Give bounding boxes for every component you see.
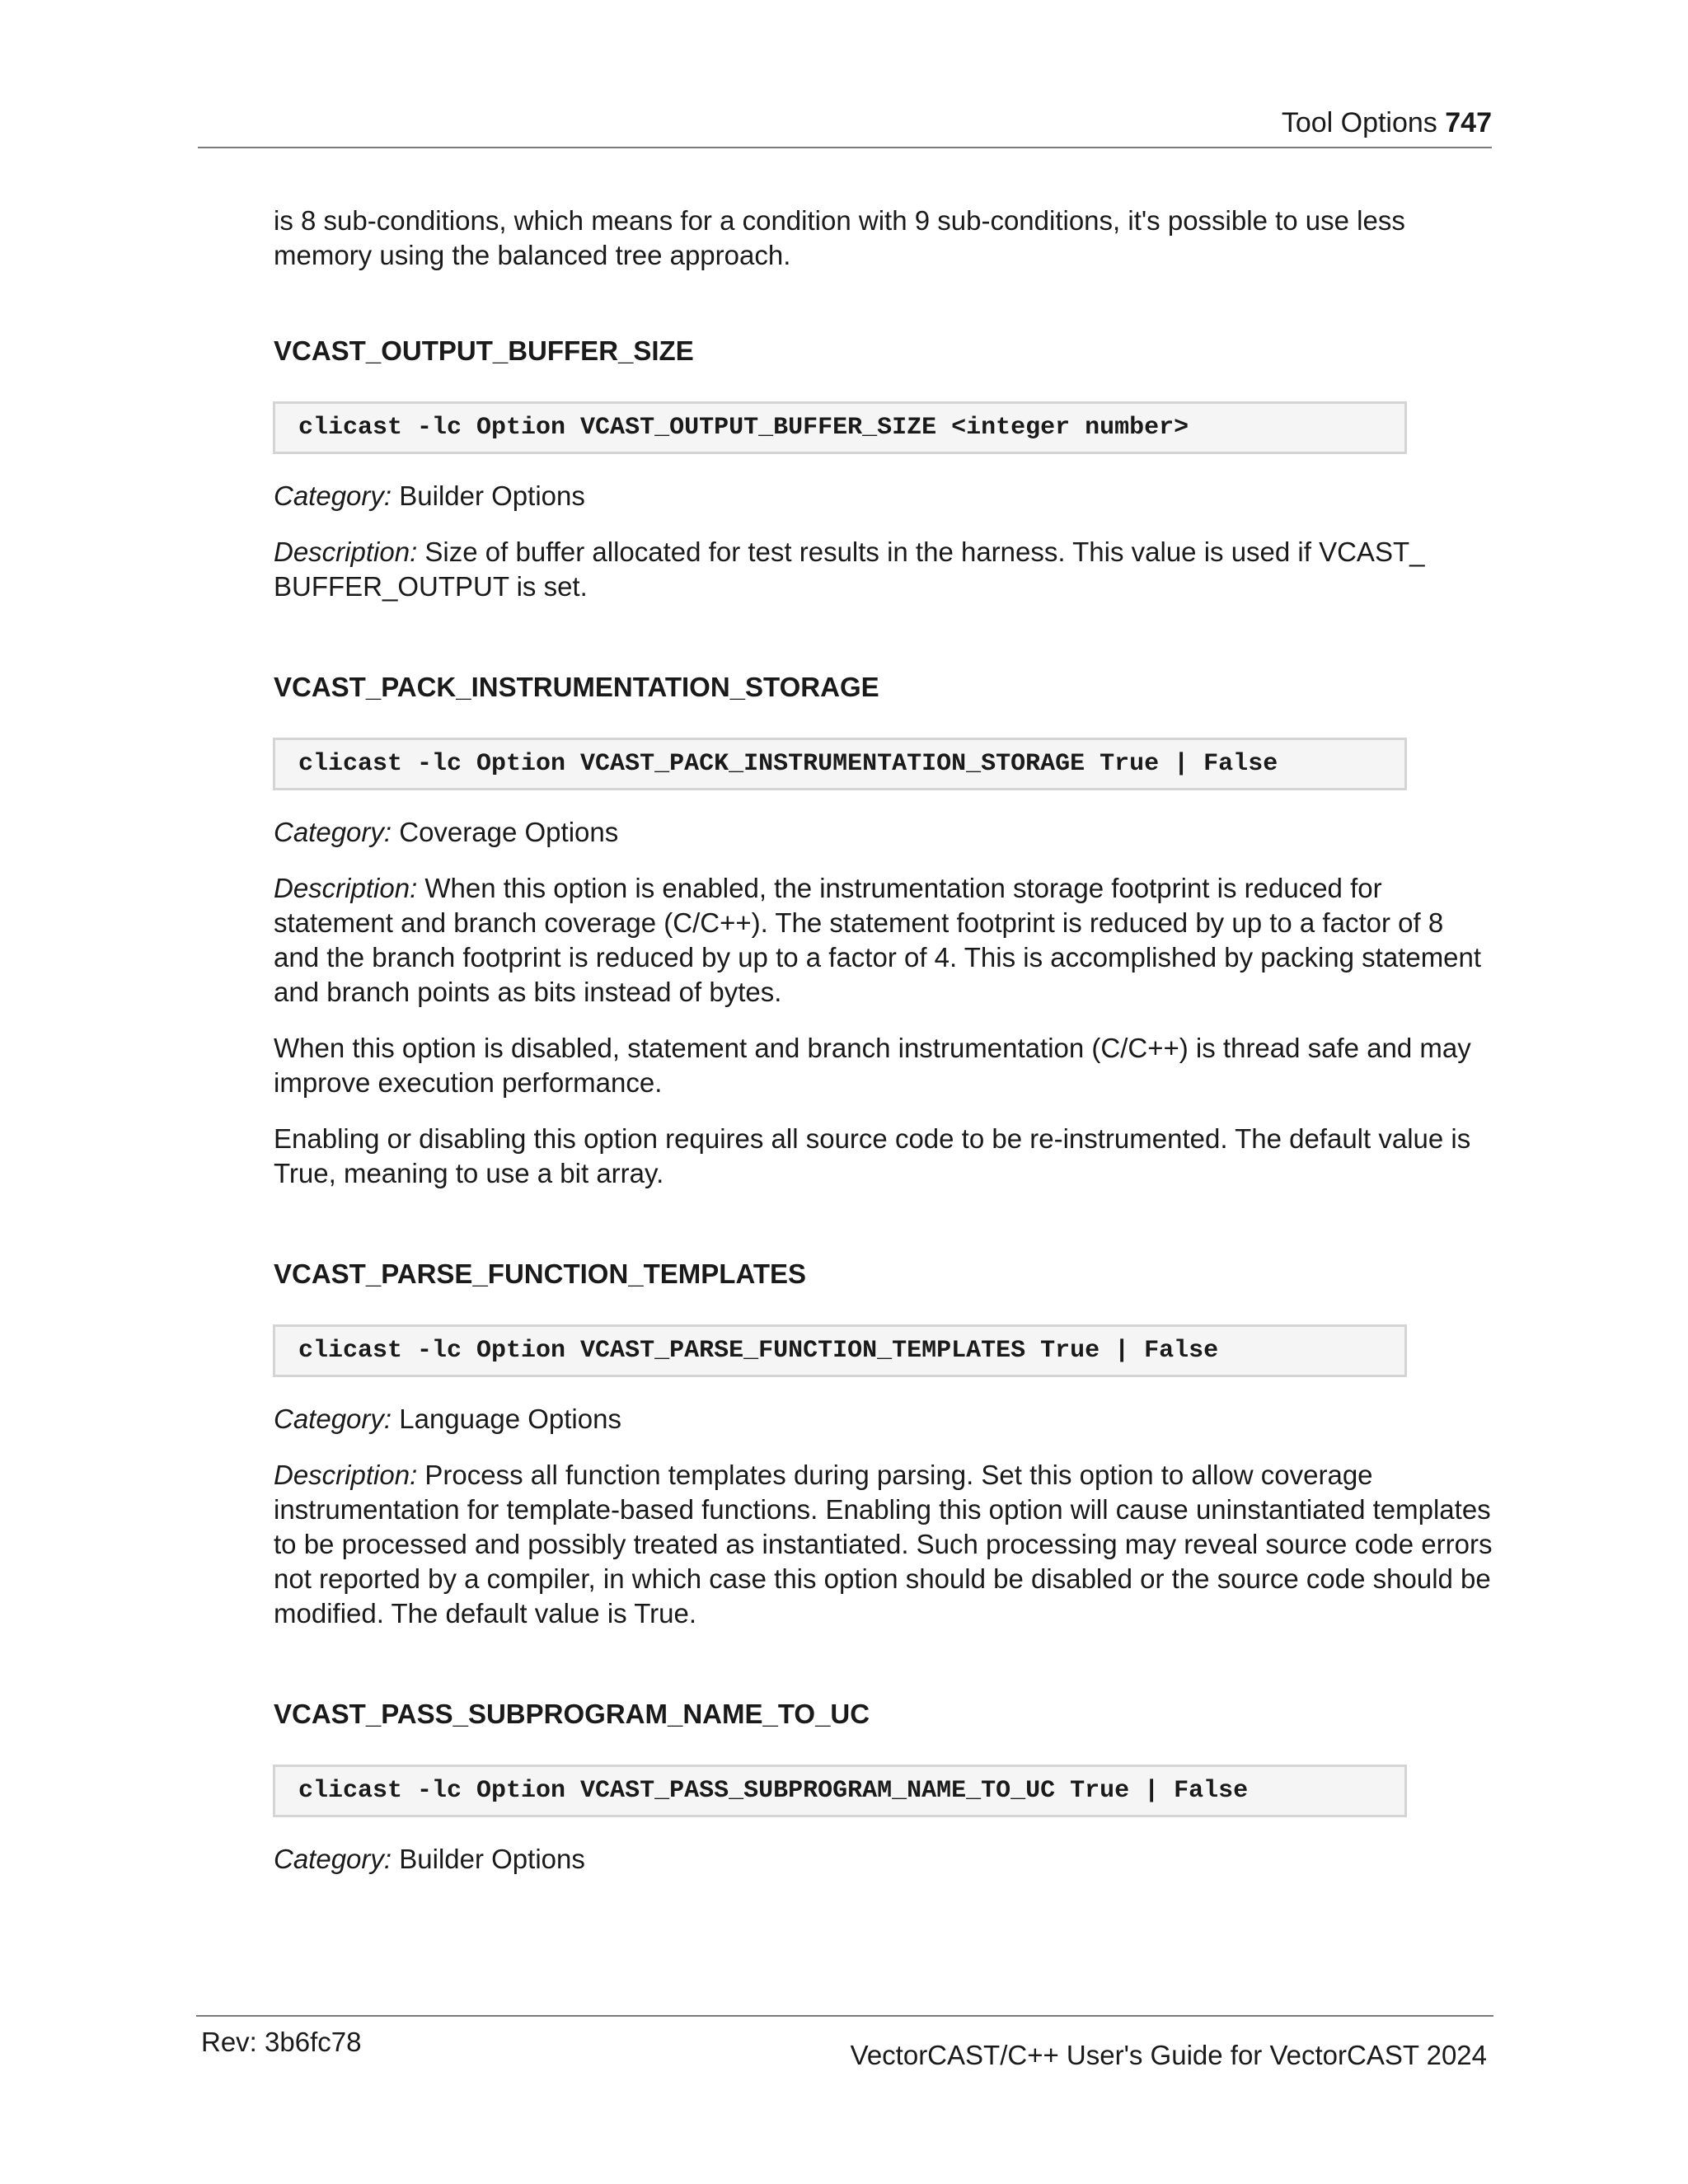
- page-number: 747: [1445, 107, 1492, 138]
- page-content: [274, 204, 1493, 1898]
- description-text: When this option is enabled, the instrumentation storage footprint is reduced for statement and branch coverage (C/C++). The statement footprint is reduced by up to a factor of 8 and the branch footprint is reduced by up to a factor of 4. This is accomplished by packing statement and branch points as bits instead of bytes.: [274, 873, 1482, 1007]
- command-code-block: clicast -lc Option VCAST_PACK_INSTRUMENTATION_STORAGE True | False: [273, 738, 1407, 790]
- category-line: [274, 479, 1493, 513]
- description-paragraph: [274, 871, 1493, 1010]
- category-line: [274, 1402, 1493, 1436]
- category-line: [274, 1842, 1493, 1877]
- body-paragraph: Enabling or disabling this option requires all source code to be re-instrumented. The default value is True, meaning to use a bit array.: [274, 1123, 1471, 1188]
- command-code-block: clicast -lc Option VCAST_OUTPUT_BUFFER_SIZE <integer number>: [273, 401, 1407, 454]
- command-code-block: clicast -lc Option VCAST_PARSE_FUNCTION_TEMPLATES True | False: [273, 1324, 1407, 1377]
- category-value: Coverage Options: [399, 817, 619, 847]
- description-label: Description:: [274, 537, 418, 567]
- option-heading: VCAST_PASS_SUBPROGRAM_NAME_TO_UC: [274, 1699, 870, 1729]
- revision-label: Rev: 3b6fc78: [201, 2027, 362, 2057]
- category-value: Builder Options: [399, 1844, 585, 1874]
- option-heading: VCAST_PARSE_FUNCTION_TEMPLATES: [274, 1258, 807, 1289]
- description-text: Process all function templates during parsing. Set this option to allow coverage instrumentation for template-based functions. Enabling this option will cause uninstantiated templates to be processed and possibly treated as instantiated. Such processing may reveal source code errors not reported by a compiler, in which case this option should be disabled or the source code should be modified. The default value is True.: [274, 1460, 1493, 1629]
- option-section-parse-function-templates: [274, 1257, 1493, 1631]
- category-label: Category:: [274, 480, 392, 511]
- page-header: [198, 104, 1492, 148]
- category-label: Category:: [274, 817, 392, 847]
- option-section-pass-subprogram-name-to-uc: [274, 1697, 1493, 1877]
- intro-paragraph: is 8 sub-conditions, which means for a condition with 9 sub-conditions, it's possible to use less memory using the balanced tree approach.: [274, 205, 1405, 270]
- header-section-title: Tool Options: [1281, 107, 1437, 138]
- option-heading: VCAST_PACK_INSTRUMENTATION_STORAGE: [274, 672, 879, 702]
- description-text: Size of buffer allocated for test results in the harness. This value is used if VCAST_ BUFFER_OUTPUT is set.: [274, 537, 1425, 602]
- header-text: [1282, 104, 1492, 142]
- option-section-pack-instrumentation-storage: [274, 670, 1493, 1191]
- category-value: Language Options: [399, 1404, 621, 1434]
- description-paragraph: [274, 535, 1493, 604]
- guide-title: VectorCAST/C++ User's Guide for VectorCAST 2024: [850, 2040, 1487, 2070]
- body-paragraph: When this option is disabled, statement and branch instrumentation (C/C++) is thread safe and may improve execution performance.: [274, 1033, 1471, 1098]
- description-paragraph: [274, 1458, 1493, 1631]
- category-label: Category:: [274, 1844, 392, 1874]
- description-label: Description:: [274, 873, 418, 903]
- category-label: Category:: [274, 1404, 392, 1434]
- category-line: [274, 815, 1493, 850]
- option-heading: VCAST_OUTPUT_BUFFER_SIZE: [274, 335, 694, 366]
- option-section-output-buffer-size: [274, 334, 1493, 604]
- page-footer: [196, 2015, 1493, 2083]
- category-value: Builder Options: [399, 480, 585, 511]
- command-code-block: clicast -lc Option VCAST_PASS_SUBPROGRAM_NAME_TO_UC True | False: [273, 1765, 1407, 1817]
- description-label: Description:: [274, 1460, 418, 1490]
